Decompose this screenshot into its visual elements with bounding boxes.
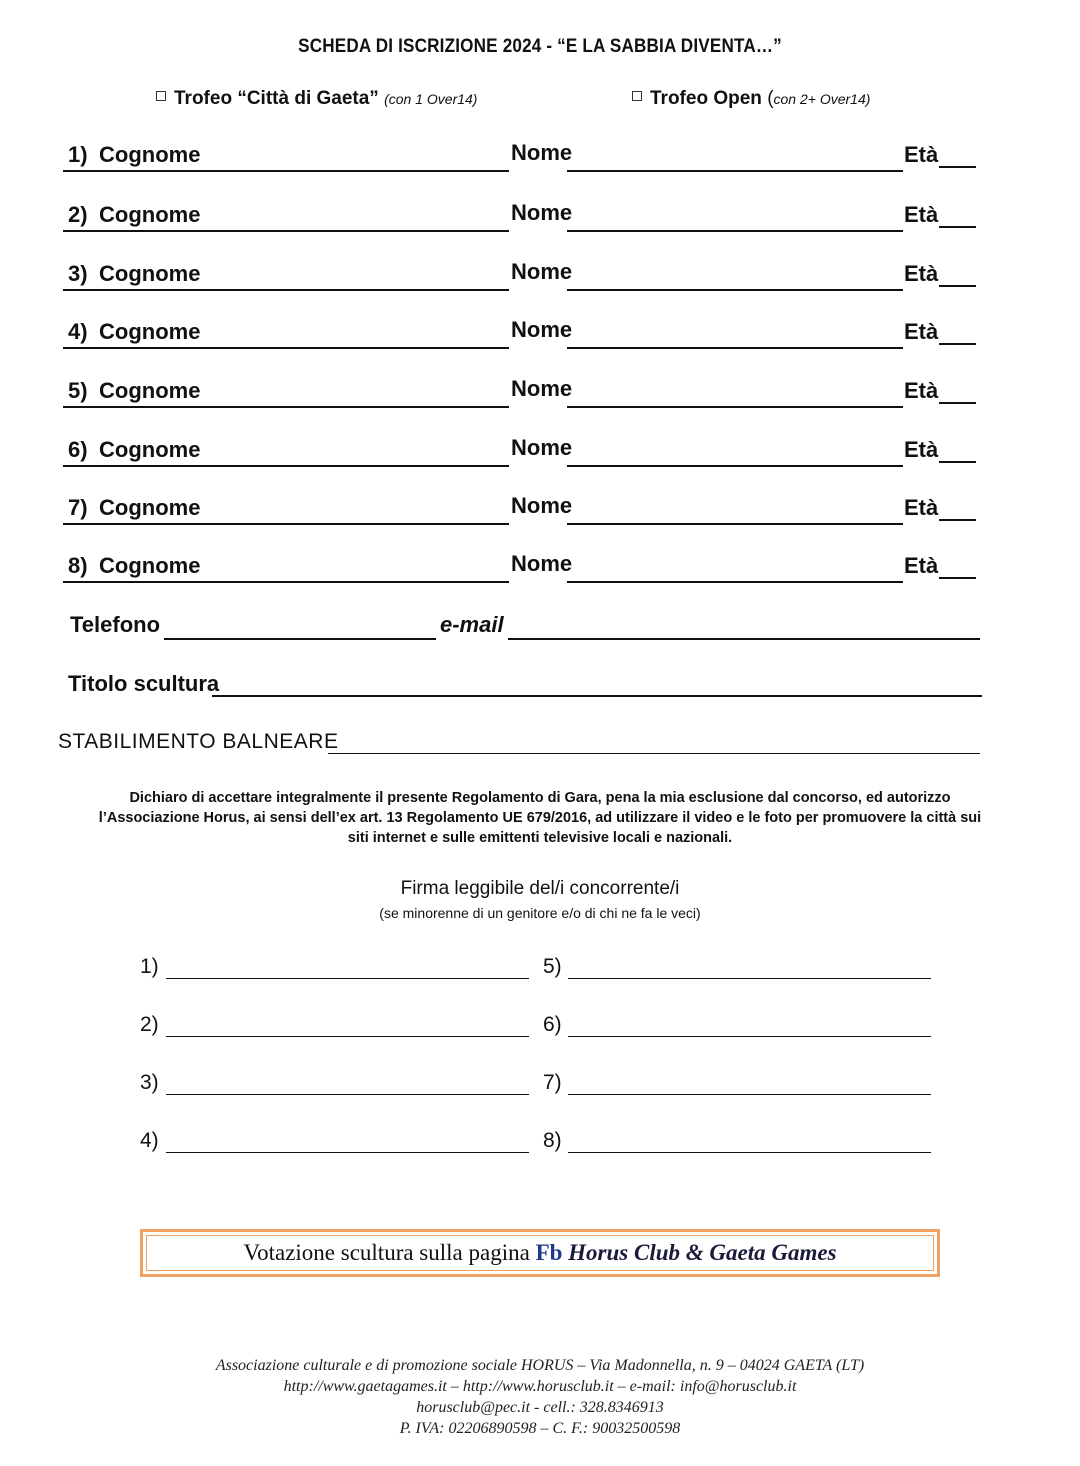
signature-number: 5)	[543, 955, 562, 978]
signature-line[interactable]	[166, 978, 529, 979]
name-label: Nome	[511, 317, 573, 342]
surname-label: Cognome	[99, 319, 201, 344]
surname-label: Cognome	[99, 553, 201, 578]
vote-fb: Fb	[535, 1240, 563, 1265]
name-field[interactable]	[567, 581, 903, 583]
age-field[interactable]	[939, 343, 976, 345]
surname-label: Cognome	[99, 261, 201, 286]
footer-line-address: Associazione culturale e di promozione sociale HORUS – Via Madonnella, n. 9 – 04024 GAETA (LT)	[215, 1357, 865, 1374]
surname-label: Cognome	[99, 142, 201, 167]
age-field[interactable]	[939, 519, 976, 521]
participant-number: 3)	[68, 261, 88, 286]
signature-line[interactable]	[568, 978, 931, 979]
name-field[interactable]	[567, 289, 903, 291]
vote-prefix: Votazione scultura sulla pagina	[243, 1240, 536, 1265]
trophy-open-note: con 2+ Over14)	[773, 91, 871, 107]
surname-label: Cognome	[99, 378, 201, 403]
signature-number: 8)	[543, 1129, 562, 1152]
trophy-open-checkbox[interactable]	[632, 91, 642, 101]
name-field[interactable]	[567, 170, 903, 172]
age-field[interactable]	[939, 402, 976, 404]
age-label: Età	[904, 142, 939, 167]
surname-field[interactable]	[63, 170, 509, 172]
age-field[interactable]	[939, 577, 976, 579]
signature-line[interactable]	[166, 1094, 529, 1095]
participant-number: 1)	[68, 142, 88, 167]
age-label: Età	[904, 378, 939, 403]
surname-field[interactable]	[63, 523, 509, 525]
signature-number: 7)	[543, 1071, 562, 1094]
surname-field[interactable]	[63, 230, 509, 232]
footer-line-tax: P. IVA: 02206890598 – C. F.: 90032500598	[399, 1420, 681, 1437]
surname-field[interactable]	[63, 465, 509, 467]
signature-note: (se minorenne di un genitore e/o di chi ne fa le veci)	[379, 905, 701, 921]
signature-line[interactable]	[568, 1036, 931, 1037]
name-label: Nome	[511, 200, 573, 225]
trophy-gaeta-option[interactable]	[156, 88, 477, 110]
participant-number: 4)	[68, 319, 88, 344]
consent-declaration: Dichiaro di accettare integralmente il presente Regolamento di Gara, pena la mia esclusione dal concorso, ed autorizzo l’Associazione Horus, ai sensi dell’ex art. 13 Regolamento UE 679/2016, ad utilizzare il video e le foto per promuovere la città sui siti internet e sulle emittenti televisive locali e nazionali.	[98, 790, 982, 846]
trophy-gaeta-label: Trofeo “Città di Gaeta”	[174, 88, 379, 109]
establishment-label: STABILIMENTO BALNEARE	[58, 730, 339, 753]
email-label: e-mail	[440, 612, 504, 637]
name-label: Nome	[511, 493, 573, 518]
surname-label: Cognome	[99, 495, 201, 520]
sculpture-title-label: Titolo scultura	[68, 671, 220, 696]
footer	[0, 1355, 1080, 1439]
signature-number: 2)	[140, 1013, 159, 1036]
signature-number: 1)	[140, 955, 159, 978]
name-label: Nome	[511, 435, 573, 460]
participant-number: 6)	[68, 437, 88, 462]
signature-line[interactable]	[166, 1152, 529, 1153]
participant-number: 8)	[68, 553, 88, 578]
surname-label: Cognome	[99, 437, 201, 462]
vote-banner	[140, 1229, 940, 1277]
name-label: Nome	[511, 259, 573, 284]
phone-field[interactable]	[164, 638, 436, 640]
age-label: Età	[904, 495, 939, 520]
age-field[interactable]	[939, 166, 976, 168]
name-label: Nome	[511, 376, 573, 401]
age-label: Età	[904, 437, 939, 462]
age-label: Età	[904, 319, 939, 344]
age-label: Età	[904, 202, 939, 227]
surname-field[interactable]	[63, 347, 509, 349]
participant-number: 2)	[68, 202, 88, 227]
phone-label: Telefono	[70, 612, 161, 637]
age-label: Età	[904, 261, 939, 286]
trophy-open-option[interactable]	[632, 88, 870, 110]
signature-heading: Firma leggibile del/i concorrente/i	[400, 878, 680, 899]
age-field[interactable]	[939, 226, 976, 228]
signature-line[interactable]	[568, 1152, 931, 1153]
participant-number: 7)	[68, 495, 88, 520]
participant-number: 5)	[68, 378, 88, 403]
form-title: SCHEDA DI ISCRIZIONE 2024 - “E LA SABBIA DIVENTA…”	[298, 36, 782, 57]
trophy-gaeta-note: (con 1 Over14)	[384, 91, 478, 107]
trophy-open-paren: (	[767, 88, 774, 109]
name-field[interactable]	[567, 406, 903, 408]
trophy-gaeta-checkbox[interactable]	[156, 91, 166, 101]
name-field[interactable]	[567, 230, 903, 232]
surname-field[interactable]	[63, 289, 509, 291]
vote-page-name: Horus Club & Gaeta Games	[562, 1240, 837, 1265]
age-field[interactable]	[939, 461, 976, 463]
name-label: Nome	[511, 551, 573, 576]
age-field[interactable]	[939, 285, 976, 287]
signature-number: 6)	[543, 1013, 562, 1036]
name-field[interactable]	[567, 347, 903, 349]
email-field[interactable]	[508, 638, 980, 640]
sculpture-title-field[interactable]	[212, 695, 982, 697]
establishment-field[interactable]	[328, 753, 980, 754]
age-label: Età	[904, 553, 939, 578]
name-label: Nome	[511, 140, 573, 165]
signature-number: 4)	[140, 1129, 159, 1152]
signature-number: 3)	[140, 1071, 159, 1094]
surname-field[interactable]	[63, 581, 509, 583]
signature-line[interactable]	[166, 1036, 529, 1037]
surname-field[interactable]	[63, 406, 509, 408]
vote-text	[243, 1240, 836, 1266]
name-field[interactable]	[567, 465, 903, 467]
name-field[interactable]	[567, 523, 903, 525]
trophy-open-label: Trofeo Open	[650, 88, 762, 109]
footer-line-contact: horusclub@pec.it - cell.: 328.8346913	[416, 1399, 664, 1416]
surname-label: Cognome	[99, 202, 201, 227]
footer-line-web: http://www.gaetagames.it – http://www.horusclub.it – e-mail: info@horusclub.it	[283, 1378, 797, 1395]
signature-line[interactable]	[568, 1094, 931, 1095]
